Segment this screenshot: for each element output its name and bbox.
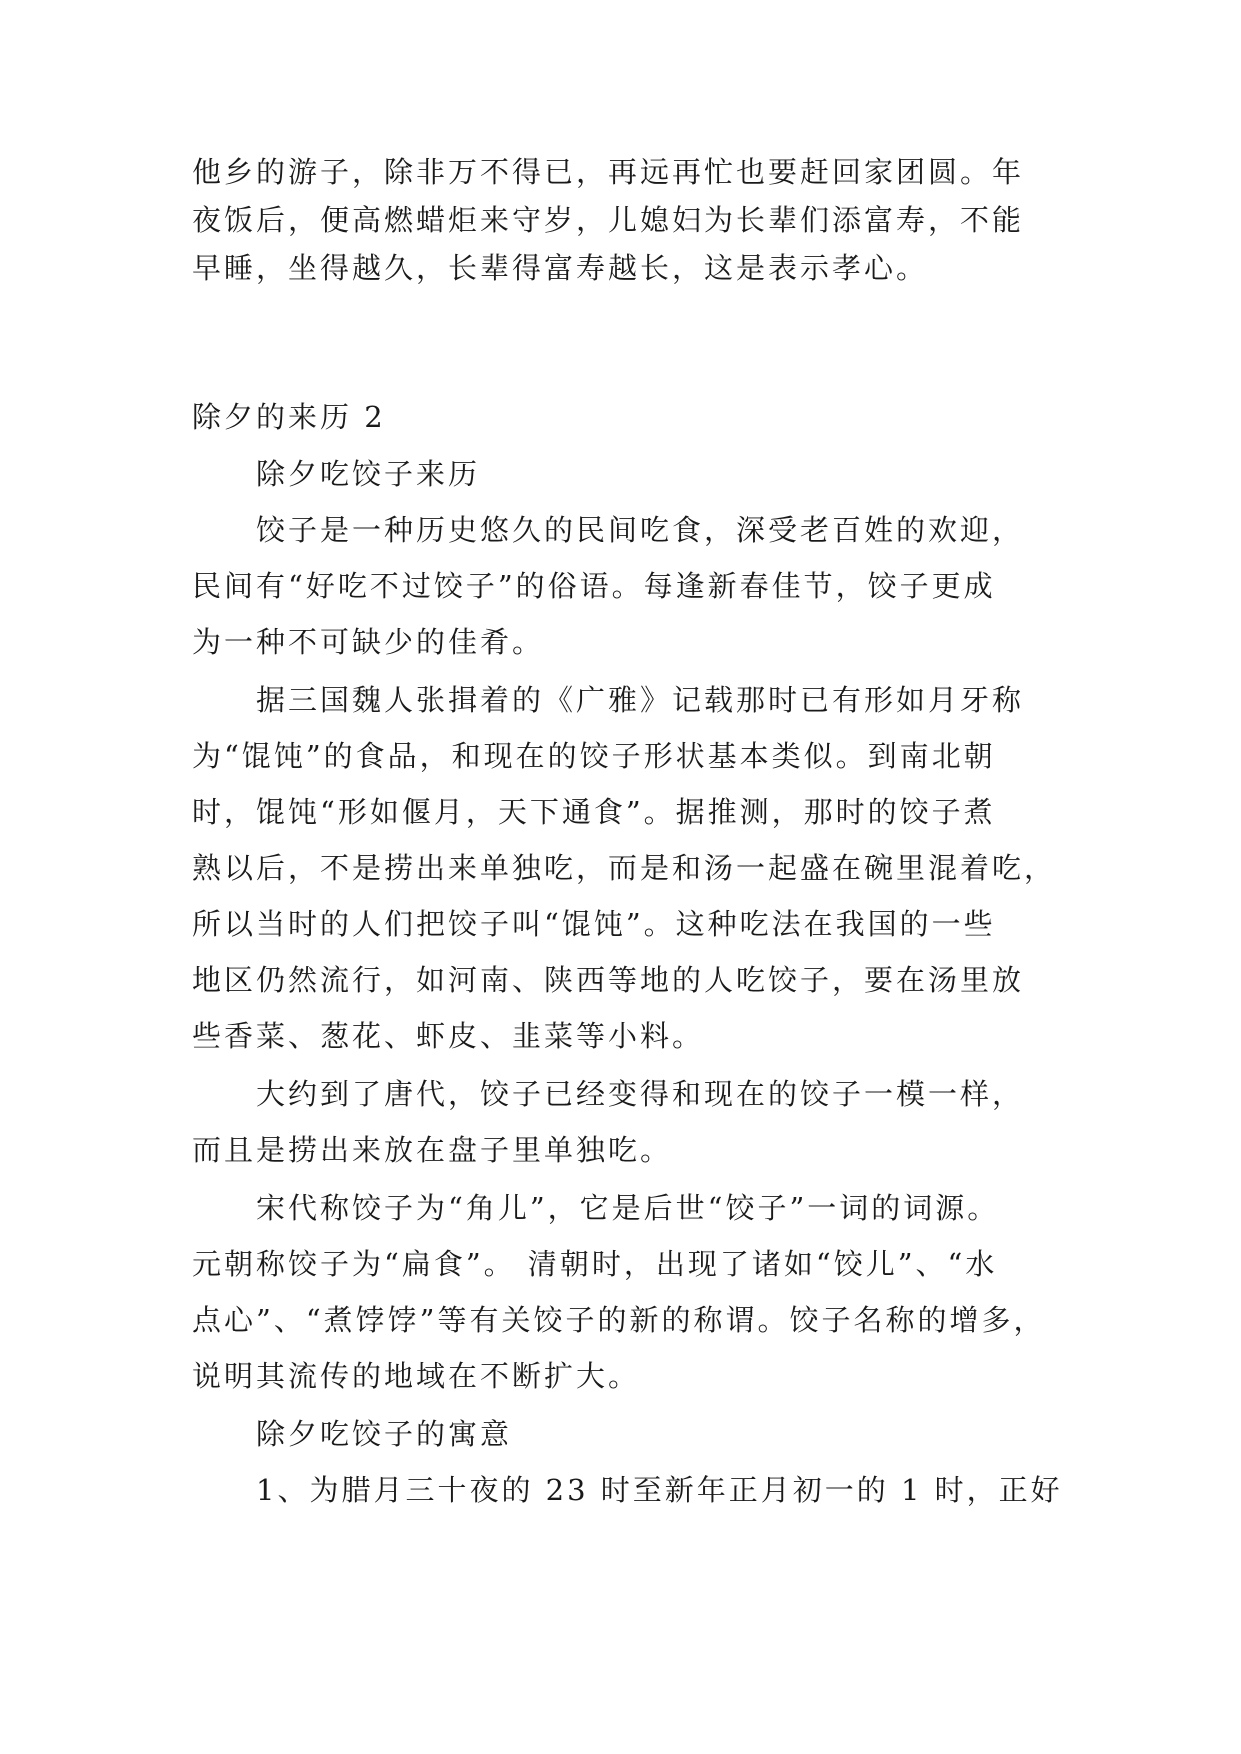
text-line: 为“馄饨”的食品，和现在的饺子形状基本类似。到南北朝	[192, 739, 996, 773]
text-line: 饺子是一种历史悠久的民间吃食，深受老百姓的欢迎，	[256, 513, 1025, 547]
text-line: 民间有“好吃不过饺子”的俗语。每逢新春佳节，饺子更成	[192, 569, 996, 603]
text-line: 早睡，坐得越久，长辈得富寿越长，这是表示孝心。	[192, 251, 929, 285]
text-line: 大约到了唐代，饺子已经变得和现在的饺子一模一样，	[256, 1077, 1025, 1111]
text-line: 夜饭后，便高燃蜡炬来守岁，儿媳妇为长辈们添富寿，不能	[192, 203, 1025, 237]
text-line: 点心”、“煮饽饽”等有关饺子的新的称谓。饺子名称的增多，	[192, 1303, 1046, 1337]
subheading: 除夕吃饺子的寓意	[256, 1417, 513, 1451]
text-line: 为一种不可缺少的佳肴。	[192, 625, 545, 659]
text-line: 据三国魏人张揖着的《广雅》记载那时已有形如月牙称	[256, 683, 1025, 717]
text-line: 些香菜、葱花、虾皮、韭菜等小料。	[192, 1019, 705, 1053]
text-line: 说明其流传的地域在不断扩大。	[192, 1359, 641, 1393]
text-line: 而且是捞出来放在盘子里单独吃。	[192, 1133, 673, 1167]
text-line: 所以当时的人们把饺子叫“馄饨”。这种吃法在我国的一些	[192, 907, 996, 941]
text-line: 元朝称饺子为“扁食”。 清朝时，出现了诸如“饺儿”、“水	[192, 1247, 998, 1281]
text-line: 他乡的游子，除非万不得已，再远再忙也要赶回家团圆。年	[192, 155, 1025, 189]
subheading: 除夕吃饺子来历	[256, 457, 481, 491]
text-line: 地区仍然流行，如河南、陕西等地的人吃饺子，要在汤里放	[192, 963, 1025, 997]
text-line: 时，馄饨“形如偃月，天下通食”。据推测，那时的饺子煮	[192, 795, 996, 829]
text-line: 宋代称饺子为“角儿”，它是后世“饺子”一词的词源。	[256, 1191, 1000, 1225]
text-line: 1、为腊月三十夜的 23 时至新年正月初一的 1 时，正好	[256, 1473, 1063, 1507]
text-line: 熟以后，不是捞出来单独吃，而是和汤一起盛在碗里混着吃，	[192, 851, 1057, 885]
section-heading: 除夕的来历 2	[192, 400, 386, 434]
